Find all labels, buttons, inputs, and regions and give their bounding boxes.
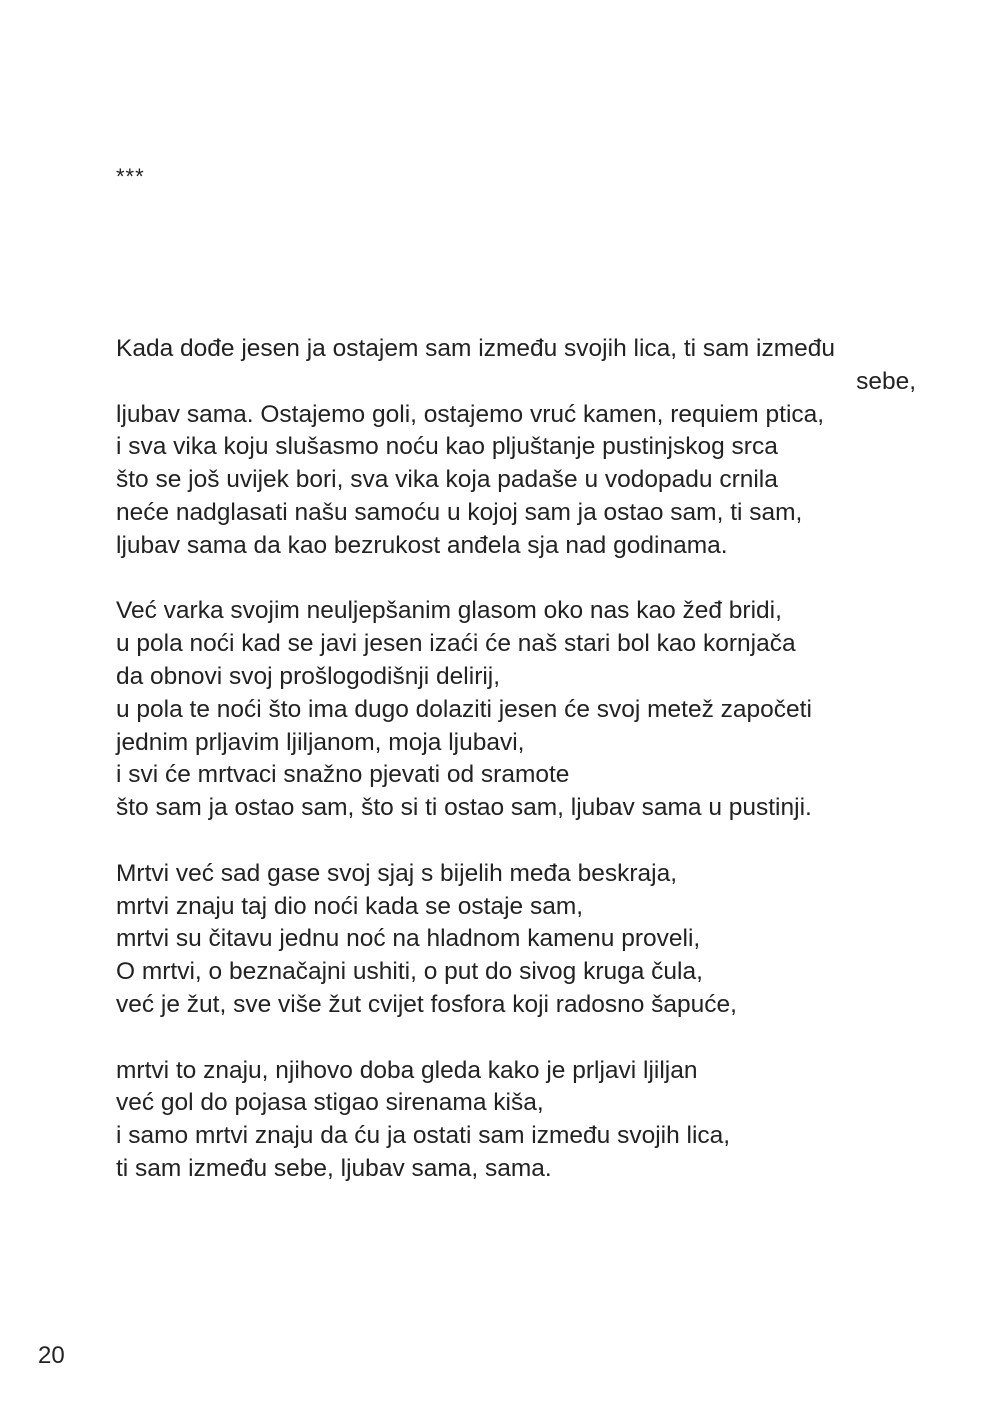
poem-line: u pola noći kad se javi jesen izaći će naš stari bol kao kornjača	[116, 630, 796, 658]
poem-line: mrtvi to znaju, njihovo doba gleda kako je prljavi ljiljan	[116, 1056, 698, 1084]
poem-line: ti sam između sebe, ljubav sama, sama.	[116, 1154, 552, 1182]
poem-line: mrtvi su čitavu jednu noć na hladnom kamenu proveli,	[116, 925, 701, 953]
poem-line: ljubav sama da kao bezrukost anđela sja nad godinama.	[116, 531, 728, 559]
stanza-break	[116, 563, 916, 596]
stanza-2	[116, 595, 916, 825]
poem-line: Kada dođe jesen ja ostajem sam između svojih lica, ti sam između	[116, 335, 836, 362]
poem-line: da obnovi svoj prošlogodišnji delirij,	[116, 662, 501, 690]
poem-line: u pola te noći što ima dugo dolaziti jesen će svoj metež započeti	[116, 695, 812, 723]
poem-line: i svi će mrtvaci snažno pjevati od sramote	[116, 761, 570, 789]
poem-line: mrtvi znaju taj dio noći kada se ostaje sam,	[116, 892, 584, 920]
poem-line: i sva vika koju slušasmo noću kao pljuštanje pustinjskog srca	[116, 433, 778, 461]
poem-line: što sam ja ostao sam, što si ti ostao sam, ljubav sama u pustinji.	[116, 794, 812, 822]
poem-line: i samo mrtvi znaju da ću ja ostati sam između svojih lica,	[116, 1122, 731, 1150]
poem-line: jednim prljavim ljiljanom, moja ljubavi,	[116, 728, 525, 756]
poem-line: Već varka svojim neuljepšanim glasom oko nas kao žeđ bridi,	[116, 597, 782, 625]
poem-line: što se još uvijek bori, sva vika koja padaše u vodopadu crnila	[116, 466, 778, 494]
poem-line: O mrtvi, o beznačajni ushiti, o put do sivog kruga čula,	[116, 958, 703, 986]
poem-line: već gol do pojasa stigao sirenama kiša,	[116, 1089, 544, 1117]
poem-line: neće nadglasati našu samoću u kojoj sam ja ostao sam, ti sam,	[116, 498, 803, 526]
stanza-3	[116, 858, 916, 1022]
poem-line: ljubav sama. Ostajemo goli, ostajemo vruć kamen, requiem ptica,	[116, 400, 825, 428]
stanza-4	[116, 1055, 916, 1186]
poem-line: sebe,	[856, 367, 916, 395]
poem-line: Mrtvi već sad gase svoj sjaj s bijelih međa beskraja,	[116, 859, 678, 887]
poem	[116, 333, 916, 1186]
stanza-break	[116, 1022, 916, 1055]
poem-line: već je žut, sve više žut cvijet fosfora koji radosno šapuće,	[116, 990, 737, 1018]
section-marker: ***	[116, 164, 145, 189]
stanza-1	[116, 333, 916, 563]
page-number: 20	[38, 1342, 65, 1369]
stanza-break	[116, 825, 916, 858]
